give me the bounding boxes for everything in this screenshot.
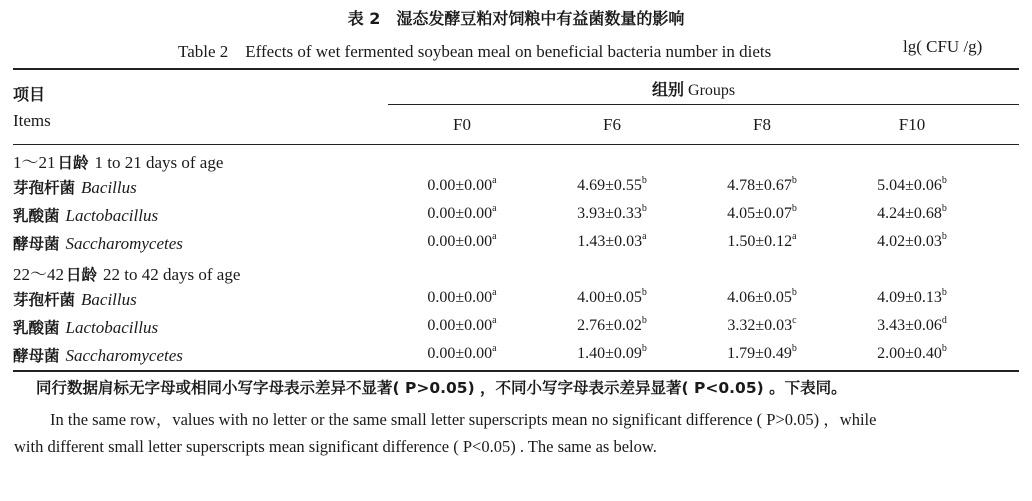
table-cell [682,317,842,335]
cell-superscript: a [492,315,497,326]
bottom-rule [13,370,1019,372]
row-label-cn: 酵母菌 [13,235,60,253]
cell-superscript: a [492,203,497,214]
cell-value: 1.79±0.49 [727,345,792,362]
cell-superscript: d [941,315,947,326]
cell-superscript: c [792,315,797,326]
groups-header [652,77,735,100]
table-title-cn: 表 2 湿态发酵豆粕对饲粮中有益菌数量的影响 [347,9,685,28]
footnote-en-line1: In the same row，values with no letter or the same small letter superscripts mean no significant difference ( P>0.05) ，while [50,410,877,429]
table-cell [682,233,842,251]
table-title-en: Table 2 Effects of wet fermented soybean meal on beneficial bacteria number in diets [178,42,772,61]
table-cell [382,205,542,223]
table-cell [532,205,692,223]
cell-superscript: a [492,343,497,354]
cell-value: 4.05±0.07 [727,205,792,222]
row-label-cn: 乳酸菌 [13,207,60,225]
cell-superscript: a [492,287,497,298]
cell-value: 0.00±0.00 [427,177,493,194]
table-cell [382,317,542,335]
cell-value: 1.50±0.12 [727,233,793,250]
section-label-cn: 日龄 [66,266,98,284]
cell-value: 0.00±0.00 [427,233,493,250]
table-cell [532,317,692,335]
row-label-latin: Lactobacillus [65,318,159,337]
section-label [13,148,223,173]
top-rule [13,68,1019,70]
section-range: 22～42 [13,265,64,284]
row-label [13,288,137,310]
table-cell [832,177,992,195]
cell-superscript: b [791,343,797,354]
row-label [13,232,183,254]
cell-value: 4.02±0.03 [877,233,942,250]
cell-superscript: b [941,175,947,186]
cell-value: 4.00±0.05 [577,289,642,306]
cell-superscript: b [641,175,647,186]
cell-value: 1.40±0.09 [577,345,642,362]
items-header-en: Items [13,111,51,130]
table-cell [832,317,992,335]
row-label-cn: 芽孢杆菌 [13,291,76,309]
cell-superscript: b [941,287,947,298]
unit-label: lg( CFU /g) [903,37,983,56]
cell-value: 2.00±0.40 [877,345,942,362]
table-cell [682,177,842,195]
cell-superscript: b [641,203,647,214]
section-label-cn: 日龄 [57,154,89,172]
cell-value: 0.00±0.00 [427,289,493,306]
column-header-f0: F0 [453,115,471,134]
row-label-latin: Bacillus [81,290,137,309]
groups-rule [388,104,1019,105]
row-label [13,316,158,338]
row-label-cn: 乳酸菌 [13,319,60,337]
groups-header-en: Groups [688,82,736,99]
cell-superscript: b [941,203,947,214]
cell-superscript: a [792,231,797,242]
cell-superscript: b [641,343,647,354]
cell-value: 0.00±0.00 [427,317,493,334]
cell-value: 4.78±0.67 [727,177,792,194]
table-cell [682,345,842,363]
section-label-en: 1 to 21 days of age [94,153,224,172]
table-cell [832,233,992,251]
section-label [13,260,240,285]
table-cell [832,345,992,363]
cell-value: 4.24±0.68 [877,205,942,222]
row-label [13,344,183,366]
cell-superscript: b [791,287,797,298]
row-label-latin: Saccharomycetes [65,346,183,365]
column-header-f8: F8 [753,115,771,134]
section-range: 1～21 [13,153,56,172]
table-cell [382,289,542,307]
groups-header-cn: 组别 [652,80,685,99]
table-cell [532,289,692,307]
table-cell [382,345,542,363]
table-cell [832,289,992,307]
cell-superscript: a [642,231,647,242]
cell-superscript: a [492,231,497,242]
cell-superscript: b [791,175,797,186]
cell-value: 0.00±0.00 [427,205,493,222]
items-header-cn: 项目 [13,85,46,104]
cell-superscript: a [492,175,497,186]
cell-value: 4.06±0.05 [727,289,792,306]
cell-superscript: b [941,343,947,354]
table-cell [382,233,542,251]
cell-superscript: b [641,315,647,326]
table-cell [682,289,842,307]
cell-value: 5.04±0.06 [877,177,942,194]
table-cell [382,177,542,195]
table-cell [532,233,692,251]
row-label-latin: Saccharomycetes [65,234,183,253]
cell-value: 3.93±0.33 [577,205,642,222]
row-label [13,176,137,198]
cell-value: 0.00±0.00 [427,345,493,362]
cell-value: 3.32±0.03 [727,317,793,334]
cell-superscript: b [941,231,947,242]
cell-value: 4.09±0.13 [877,289,942,306]
table-cell [832,205,992,223]
row-label-cn: 酵母菌 [13,347,60,365]
row-label [13,204,158,226]
header-rule [13,144,1019,145]
table-cell [532,345,692,363]
section-label-en: 22 to 42 days of age [103,265,241,284]
cell-value: 2.76±0.02 [577,317,642,334]
column-header-f10: F10 [898,115,926,134]
cell-value: 4.69±0.55 [577,177,642,194]
footnote-cn: 同行数据肩标无字母或相同小写字母表示差异不显著( P>0.05) ，不同小写字母表示差异显著( P<0.05) 。下表同。 [36,379,847,397]
footnote-en-line2: with different small letter superscripts mean significant difference ( P<0.05) . The same as below. [14,437,657,456]
cell-value: 3.43±0.06 [877,317,942,334]
row-label-latin: Lactobacillus [65,206,159,225]
cell-superscript: b [791,203,797,214]
table-cell [682,205,842,223]
cell-superscript: b [641,287,647,298]
row-label-cn: 芽孢杆菌 [13,179,76,197]
cell-value: 1.43±0.03 [577,233,643,250]
table-cell [532,177,692,195]
column-header-f6: F6 [603,115,621,134]
row-label-latin: Bacillus [81,178,137,197]
